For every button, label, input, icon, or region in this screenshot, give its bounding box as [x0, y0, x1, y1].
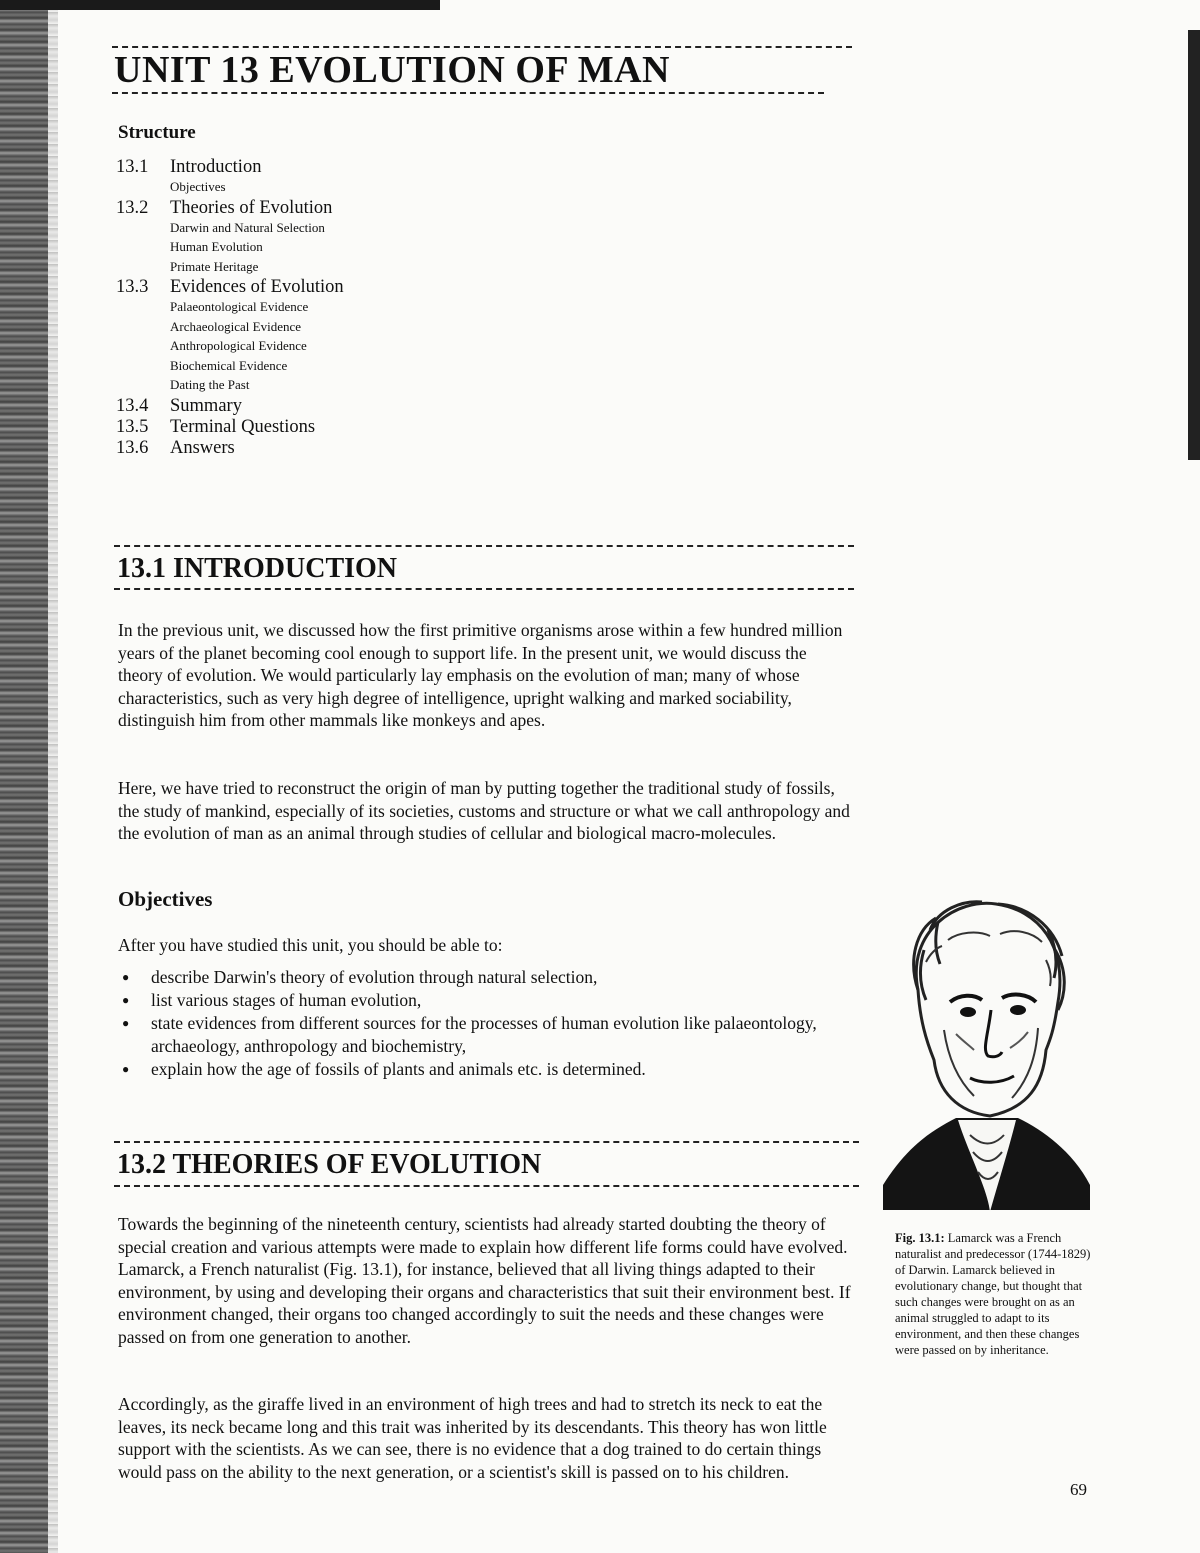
figure-label: Fig. 13.1: [895, 1231, 945, 1245]
toc-section-title: Summary [170, 395, 242, 416]
toc-section-number: 13.6 [116, 437, 149, 458]
toc-section [116, 438, 436, 458]
toc-section-number: 13.4 [116, 395, 149, 416]
toc-subsection: Darwin and Natural Selection [170, 219, 325, 235]
objectives-list [118, 966, 858, 1081]
theories-bottom-rule [114, 1185, 859, 1187]
toc-subsection: Dating the Past [170, 377, 250, 392]
toc-section-number: 13.1 [116, 157, 149, 177]
objectives-heading: Objectives [118, 887, 213, 911]
objective-item: ● describe Darwin's theory of evolution through natural selection, [118, 966, 858, 989]
lamarck-portrait [878, 890, 1094, 1220]
toc-section-title: Answers [170, 437, 235, 458]
intro-paragraph-1: In the previous unit, we discussed how the first primitive organisms arose within a few hundred million years of the planet becoming cool enough to support life. In the present unit, we would discuss the theory of evolution. We would particularly lay emphasis on the evolution of man; many of whose characteristics, such as very high degree of intelligence, upright walking and marked sociability, distinguish him from other mammals like monkeys and apes. [118, 620, 843, 730]
toc-subsection: Primate Heritage [170, 258, 259, 274]
toc-subsection: Anthropological Evidence [170, 338, 307, 353]
scan-right-bar [1188, 30, 1200, 460]
toc-subsection: Human Evolution [170, 239, 263, 254]
toc-section-number: 13.3 [116, 277, 149, 297]
toc-subsection: Biochemical Evidence [170, 357, 288, 373]
theories-heading: 13.2 THEORIES OF EVOLUTION [117, 1149, 542, 1180]
toc-section [116, 396, 436, 416]
toc-section [116, 277, 436, 297]
toc-section [116, 417, 436, 437]
toc-section-title: Terminal Questions [170, 416, 316, 437]
scan-top-bar [0, 0, 440, 10]
objectives-lead: After you have studied this unit, you should be able to: [118, 935, 503, 955]
toc-subsection: Palaeontological Evidence [170, 299, 309, 314]
toc-subsection: Objectives [170, 179, 226, 194]
toc-section-title: Theories of Evolution [170, 197, 333, 218]
toc-section-title: Introduction [170, 157, 262, 177]
toc-section-title: Evidences of Evolution [170, 277, 344, 297]
toc-section [116, 198, 436, 218]
toc-subsection: Archaeological Evidence [170, 318, 302, 334]
page-number: 69 [1070, 1480, 1087, 1499]
theories-paragraph-1: Towards the beginning of the nineteenth century, scientists had already started doubting the theory of special creation and various attempts were made to explain how different life forms could have evolved. Lamarck, a French naturalist (Fig. 13.1), for instance, believed that all living things adapted to their environment, by using and developing their organs and characteristics that suit their environment best. If environment changed, their organs too changed accordingly to suit the needs and these changes were passed on from one generation to another. [118, 1214, 851, 1347]
toc-section [116, 157, 436, 177]
intro-top-rule [114, 545, 854, 547]
figure-caption-text: Lamarck was a French naturalist and predecessor (1744-1829) of Darwin. Lamarck believed in evolutionary change, but thought that such changes were brought on as an animal struggled to adapt to its environment, and then these changes were passed on by inheritance. [895, 1231, 1091, 1357]
toc-section-number: 13.2 [116, 197, 149, 218]
figure-caption [895, 1230, 1095, 1358]
scan-edge-shadow [0, 0, 48, 1553]
scan-edge-highlight [48, 0, 58, 1553]
toc-section-number: 13.5 [116, 416, 149, 437]
objective-item: ● list various stages of human evolution, [118, 989, 858, 1012]
intro-bottom-rule [114, 588, 854, 590]
theories-paragraph-2: Accordingly, as the giraffe lived in an environment of high trees and had to stretch its neck to eat the leaves, its neck became long and this trait was inherited by its descendants. This theory has won little support with the scientists. As we can see, there is no evidence that a dog trained to do certain things would pass on the ability to the next generation, or a scientist's skill is passed on to his children. [118, 1394, 827, 1482]
theories-top-rule [114, 1141, 859, 1143]
structure-list [116, 156, 436, 458]
objective-item: ● state evidences from different sources for the processes of human evolution like palaeontology, archaeology, anthropology and biochemistry, [118, 1012, 858, 1058]
objective-item: ● explain how the age of fossils of plants and animals etc. is determined. [118, 1058, 858, 1081]
structure-heading: Structure [118, 122, 196, 143]
intro-paragraph-2: Here, we have tried to reconstruct the origin of man by putting together the traditional study of fossils, the study of mankind, especially of its societies, customs and structure or what we call anthropology and the evolution of man as an animal through studies of cellular and biological macro-molecules. [118, 778, 850, 843]
title-bottom-rule [112, 92, 824, 94]
unit-title: UNIT 13 EVOLUTION OF MAN [114, 49, 670, 91]
intro-heading: 13.1 INTRODUCTION [117, 553, 398, 584]
